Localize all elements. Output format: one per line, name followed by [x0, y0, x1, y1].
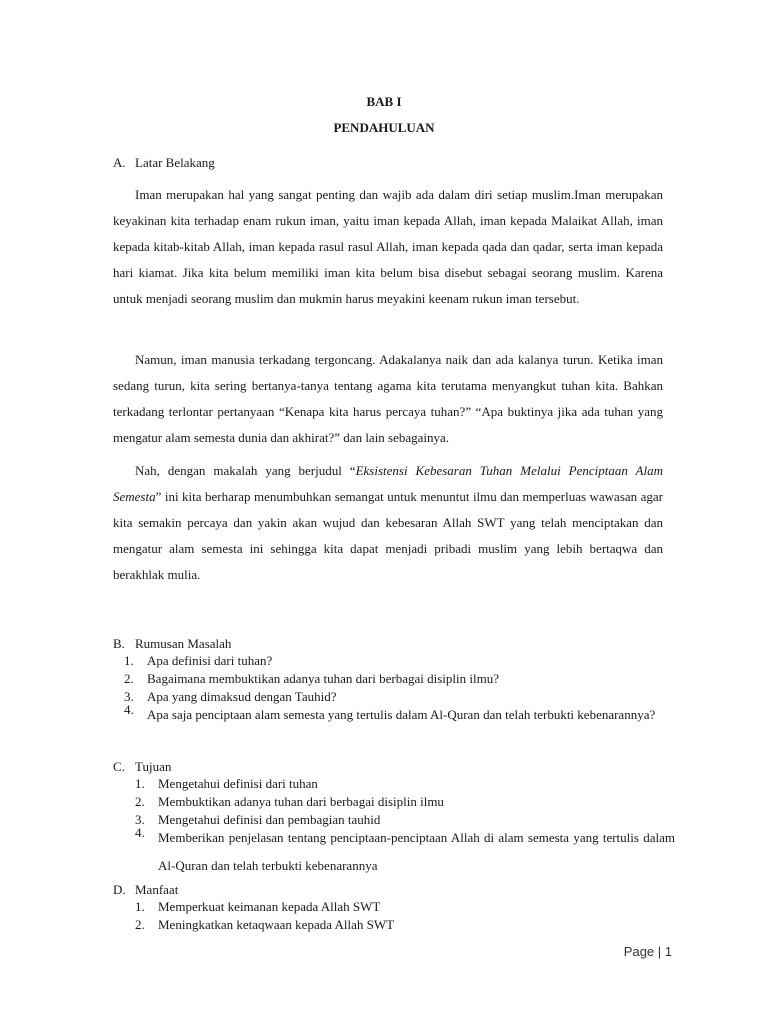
section-a-title: Latar Belakang: [135, 155, 215, 170]
section-c-title: Tujuan: [135, 759, 172, 774]
section-b-heading: [113, 636, 231, 652]
section-a-heading: [113, 155, 215, 171]
list-text: Apa saja penciptaan alam semesta yang tertulis dalam Al-Quran dan telah terbukti kebenarannya?: [147, 707, 656, 722]
section-c-heading: [113, 759, 171, 775]
section-b-letter: B.: [113, 636, 125, 651]
list-item: [135, 793, 675, 811]
list-number: 4.: [124, 702, 134, 717]
list-text: Meningkatkan ketaqwaan kepada Allah SWT: [158, 917, 395, 932]
paragraph-1: Iman merupakan hal yang sangat penting dan wajib ada dalam diri setiap muslim.Iman merupakan keyakinan kita terhadap enam rukun iman, yaitu iman kepada Allah, iman kepada Malaikat Allah, iman kepada kitab-kitab Allah, iman kepada rasul rasul Allah, iman kepada qada dan qadar, serta iman kepada hari kiamat. Jika kita belum memiliki iman kita belum bisa disebut sebagai seorang muslim. Karena untuk menjadi seorang muslim dan mukmin harus meyakini keenam rukun iman tersebut.: [113, 187, 663, 306]
list-text: Bagaimana membuktikan adanya tuhan dari berbagai disiplin ilmu?: [147, 671, 499, 686]
paragraph-3: [113, 458, 663, 588]
section-c-letter: C.: [113, 759, 125, 774]
list-number: 3.: [135, 812, 145, 827]
list-item: [124, 652, 674, 670]
list-number: 3.: [124, 689, 134, 704]
chapter-number: BAB I: [366, 94, 402, 109]
list-item: [124, 670, 674, 688]
section-b-title: Rumusan Masalah: [135, 636, 232, 651]
list-number: 2.: [135, 917, 145, 932]
section-d-title: Manfaat: [135, 882, 179, 897]
list-text: Mengetahui definisi dan pembagian tauhid: [158, 812, 381, 827]
paragraph-2: Namun, iman manusia terkadang tergoncang. Adakalanya naik dan ada kalanya turun. Ketika iman sedang turun, kita sering bertanya-tanya tentang agama kita terutama menyangkut tuhan kita. Bahkan terkadang terlontar pertanyaan “Kenapa kita harus percaya tuhan?” “Apa buktinya jika ada tuhan yang mengatur alam semesta dunia dan akhirat?” dan lain sebagainya.: [113, 352, 663, 445]
list-text: Apa definisi dari tuhan?: [147, 653, 273, 668]
list-item: [124, 701, 674, 729]
list-item: [135, 898, 675, 916]
list-text: Memberikan penjelasan tentang penciptaan-penciptaan Allah di alam semesta yang tertulis dalam Al-Quran dan telah terbukti kebenarannya: [158, 830, 675, 873]
paragraph-3-body: ” ini kita berharap menumbuhkan semangat untuk menuntut ilmu dan memperluas wawasan agar kita semakin percaya dan yakin akan wujud dan kebesaran Allah SWT yang telah menciptakan dan mengatur alam semesta ini sehingga kita dapat menjadi pribadi muslim yang lebih bertaqwa dan berakhlak mulia.: [113, 489, 663, 582]
list-number: 1.: [124, 653, 134, 668]
list-item: [135, 916, 675, 934]
list-text: Memperkuat keimanan kepada Allah SWT: [158, 899, 381, 914]
section-d-letter: D.: [113, 882, 126, 897]
page-number: Page | 1: [623, 944, 672, 959]
list-number: 4.: [135, 825, 145, 840]
list-text: Membuktikan adanya tuhan dari berbagai disiplin ilmu: [158, 794, 444, 809]
list-text: Mengetahui definisi dari tuhan: [158, 776, 318, 791]
paragraph-3-lead: Nah, dengan makalah yang berjudul “: [135, 463, 356, 478]
paper-title-italic: Eksistensi Kebesaran Tuhan Melalui Penciptaan Alam Semesta: [113, 463, 663, 504]
list-number: 2.: [135, 794, 145, 809]
tujuan-list: [135, 775, 675, 880]
list-number: 1.: [135, 899, 145, 914]
manfaat-list: [135, 898, 675, 934]
chapter-title: PENDAHULUAN: [333, 120, 435, 135]
rumusan-masalah-list: [124, 652, 674, 729]
list-number: 2.: [124, 671, 134, 686]
list-text: Apa yang dimaksud dengan Tauhid?: [147, 689, 337, 704]
section-a-letter: A.: [113, 155, 126, 170]
section-d-heading: [113, 882, 178, 898]
list-number: 1.: [135, 776, 145, 791]
list-item: [135, 775, 675, 793]
list-item: [135, 824, 675, 880]
